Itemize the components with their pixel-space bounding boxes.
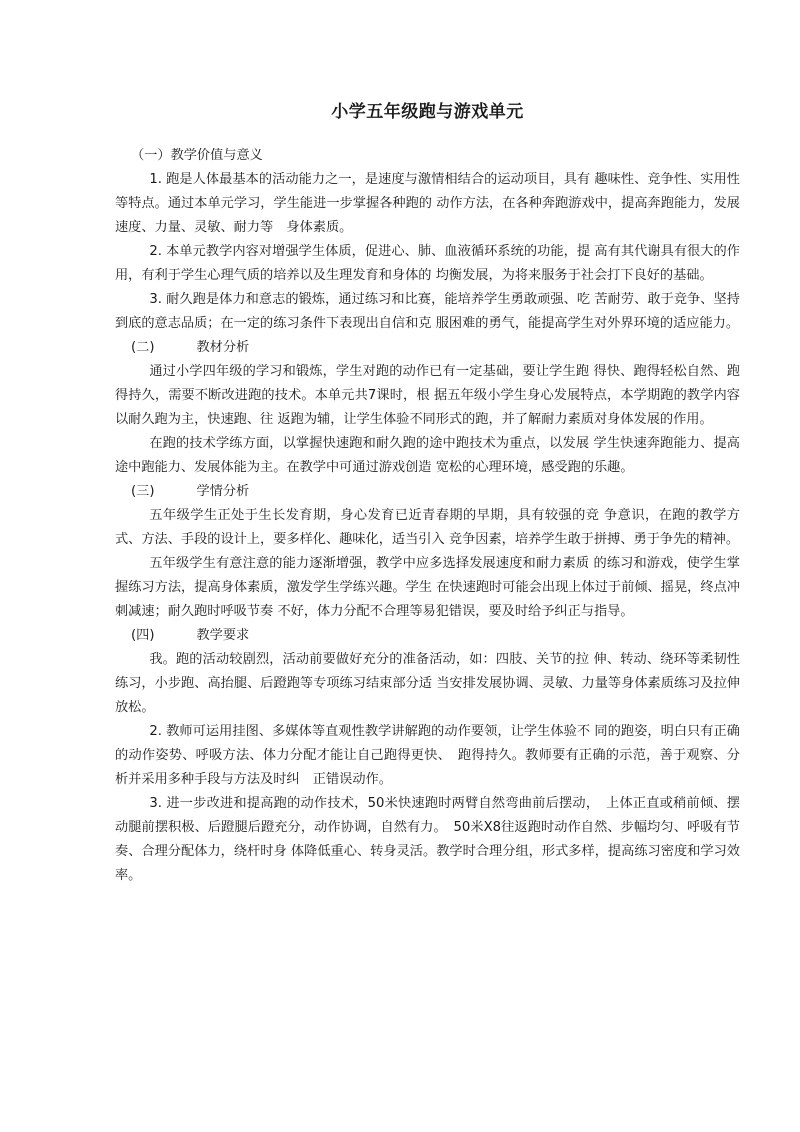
section-2 [115,336,740,480]
paragraph: 2. 教师可运用挂图、多媒体等直观性教学讲解跑的动作要领，让学生体验不 同的跑姿，明白只有正确的动作姿势、呼吸方法、体力分配才能让自己跑得更快、 跑得持久。教师要有正确的示范，善于观察、分析并采用多种手段与方法及时纠 正错误动作。 [115,724,740,787]
section-title: 教学要求 [196,628,250,643]
paragraph: 3. 耐久跑是体力和意志的锻炼，通过练习和比赛，能培养学生勇敢顽强、吃 苦耐劳、敢于竞争、坚持到底的意志品质；在一定的练习条件下表现出自信和克 服困难的勇气，能提高学生对外界环境的适应能力。 [115,292,740,331]
paragraph: 我。跑的活动较剧烈，活动前要做好充分的准备活动，如：四肢、关节的拉 伸、转动、绕环等柔韧性练习，小步跑、高抬腿、后蹬跑等专项练习结束部分适 当安排发展协调、灵敏、力量等身体素质练习及拉伸放松。 [115,652,740,715]
section-heading [115,624,740,648]
section-3 [115,480,740,624]
section-number: （一） [131,148,171,163]
section-4 [115,624,740,888]
section-title: 教材分析 [196,340,250,355]
section-heading [115,480,740,504]
paragraph: 在跑的技术学练方面，以掌握快速跑和耐久跑的途中跑技术为重点，以发展 学生快速奔跑能力、提高途中跑能力、发展体能为主。在教学中可通过游戏创造 宽松的心理环境，感受跑的乐趣。 [115,436,740,475]
section-heading [115,144,740,168]
document-page [115,100,740,888]
section-1 [115,144,740,336]
section-number: (四) [131,628,155,643]
paragraph: 五年级学生有意注意的能力逐渐增强，教学中应多选择发展速度和耐力素质 的练习和游戏，使学生掌握练习方法，提高身体素质，激发学生学练兴趣。学生 在快速跑时可能会出现上体过于前倾、摇晃，终点冲刺减速；耐久跑时呼吸节奏 不好，体力分配不合理等易犯错误，要及时给予纠正与指导。 [115,556,740,619]
section-number: (三) [131,484,155,499]
document-title: 小学五年级跑与游戏单元 [331,102,524,122]
section-title: 学情分析 [196,484,250,499]
section-title: 教学价值与意义 [170,148,263,163]
section-number: (二) [131,340,155,355]
paragraph: 五年级学生正处于生长发育期，身心发育已近青春期的早期，具有较强的竞 争意识，在跑的教学方式、方法、手段的设计上，要多样化、趣味化，适当引入 竞争因素，培养学生敢于拼搏、勇于争先的精神。 [115,508,740,547]
paragraph: 3. 进一步改进和提高跑的动作技术，50米快速跑时两臂自然弯曲前后摆动， 上体正直或稍前倾、摆动腿前摆积极、后蹬腿后蹬充分，动作协调，自然有力。 50米X8往返跑时动作自然、步幅均匀、呼吸有节奏、合理分配体力，绕杆时身 体降低重心、转身灵活。教学时合理分组，形式多样，提高练习密度和学习效率。 [115,796,740,883]
section-heading [115,336,740,360]
paragraph: 1. 跑是人体最基本的活动能力之一，是速度与激情相结合的运动项目，具有 趣味性、竞争性、实用性等特点。通过本单元学习，学生能进一步掌握各种跑的 动作方法，在各种奔跑游戏中，提高奔跑能力，发展速度、力量、灵敏、耐力等 身体素质。 [115,172,740,235]
paragraph: 2. 本单元教学内容对增强学生体质，促进心、肺、血液循环系统的功能，提 高有其代谢具有很大的作用，有利于学生心理气质的培养以及生理发育和身体的 均衡发展，为将来服务于社会打下良好的基础。 [115,244,740,283]
paragraph: 通过小学四年级的学习和锻炼，学生对跑的动作已有一定基础，要让学生跑 得快、跑得轻松自然、跑得持久，需要不断改进跑的技术。本单元共7课时，根 据五年级小学生身心发展特点，本学期跑的教学内容以耐久跑为主，快速跑、往 返跑为辅，让学生体验不同形式的跑，并了解耐力素质对身体发展的作用。 [115,364,740,427]
